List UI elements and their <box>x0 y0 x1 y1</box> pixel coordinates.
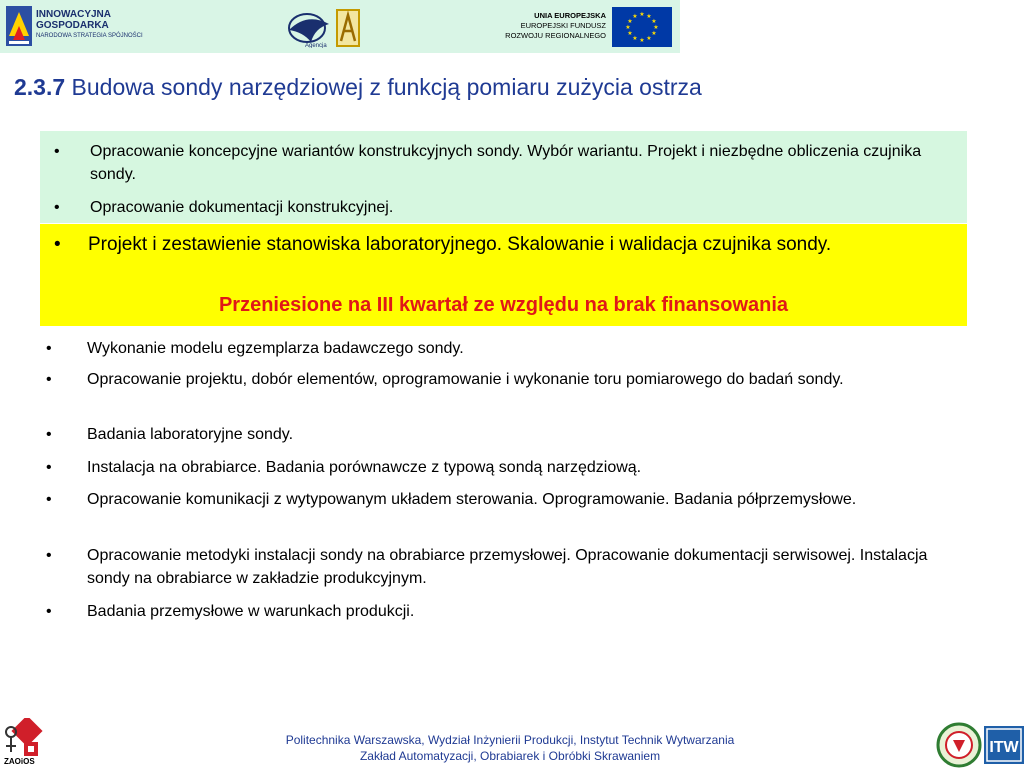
ig-line1: INNOWACYJNA <box>36 9 112 20</box>
innowacyjna-gospodarka-logo <box>6 6 32 46</box>
svg-text:★: ★ <box>639 37 645 44</box>
list-item-text: Wykonanie modelu egzemplarza badawczego sondy. <box>87 340 464 357</box>
list-item-text: Opracowanie komunikacji z wytypowanym układem sterowania. Oprogramowanie. Badania półprzemysłowe. <box>87 491 857 508</box>
footer-text <box>240 732 780 764</box>
zaoios-logo <box>2 718 50 766</box>
list-item-text: Instalacja na obrabiarce. Badania porównawcze z typową sondą narzędziową. <box>87 459 642 476</box>
green-item-1: Opracowanie koncepcyjne wariantów konstrukcyjnych sondy. Wybór wariantu. Projekt i niezbędne obliczenia czujnika sondy. <box>90 143 922 183</box>
header-band <box>0 0 680 53</box>
innowacyjna-gospodarka-text <box>36 9 143 39</box>
svg-text:★: ★ <box>646 35 652 42</box>
bullet: • <box>46 459 52 476</box>
title-number: 2.3.7 <box>14 74 66 100</box>
itw-label: ITW <box>989 739 1019 756</box>
postponed-note: Przeniesione na III kwartał ze względu na brak finansowania <box>218 294 789 316</box>
bullet: • <box>54 143 60 160</box>
yellow-box <box>40 224 967 288</box>
bullet: • <box>46 603 52 620</box>
svg-text:★: ★ <box>627 30 633 37</box>
page-title <box>14 74 702 101</box>
green-item-2: Opracowanie dokumentacji konstrukcyjnej. <box>90 199 394 216</box>
svg-text:★: ★ <box>651 18 657 25</box>
eu-line2: EUROPEJSKI FUNDUSZ <box>520 21 606 30</box>
svg-text:★: ★ <box>627 18 633 25</box>
parp-logo <box>336 9 360 47</box>
svg-text:★: ★ <box>625 24 631 31</box>
bullet: • <box>54 234 61 255</box>
itw-logo <box>984 726 1024 764</box>
green-box <box>40 131 967 223</box>
svg-text:Agencja: Agencja <box>305 43 327 48</box>
eu-line3: ROZWOJU REGIONALNEGO <box>505 31 606 40</box>
ig-line2: GOSPODARKA <box>36 20 109 31</box>
svg-text:★: ★ <box>653 24 659 31</box>
bullet: • <box>46 371 52 388</box>
bullet: • <box>54 199 60 216</box>
svg-text:★: ★ <box>646 13 652 20</box>
bullet: • <box>46 340 52 357</box>
agency-logo <box>285 8 333 48</box>
bullet: • <box>46 426 52 443</box>
footer-line1: Politechnika Warszawska, Wydział Inżynierii Produkcji, Instytut Technik Wytwarzania <box>285 733 735 747</box>
eu-flag-icon <box>612 7 672 47</box>
eu-line1: UNIA EUROPEJSKA <box>534 11 606 20</box>
bullet: • <box>46 547 52 564</box>
svg-text:★: ★ <box>632 35 638 42</box>
list-item-text: Opracowanie projektu, dobór elementów, oprogramowanie i wykonanie toru pomiarowego do badań sondy. <box>87 371 844 388</box>
title-text: Budowa sondy narzędziowej z funkcją pomiaru zużycia ostrza <box>65 74 702 100</box>
university-crest-icon <box>936 722 982 768</box>
list-item-text: Badania przemysłowe w warunkach produkcji. <box>87 603 415 620</box>
zaoios-label: ZAOiOS <box>4 757 35 766</box>
svg-text:★: ★ <box>632 13 638 20</box>
list-item-text: Opracowanie metodyki instalacji sondy na obrabiarce przemysłowej. Opracowanie dokumentacji serwisowej. Instalacja sondy na obrabiarce w zakładzie produkcyjnym. <box>87 547 928 587</box>
bullet: • <box>46 491 52 508</box>
ig-line3: NARODOWA STRATEGIA SPÓJNOŚCI <box>36 33 143 39</box>
svg-text:★: ★ <box>639 11 645 18</box>
svg-text:★: ★ <box>651 30 657 37</box>
footer-line2: Zakład Automatyzacji, Obrabiarek i Obróbki Skrawaniem <box>359 749 661 763</box>
yellow-note-box <box>40 288 967 326</box>
yellow-item: Projekt i zestawienie stanowiska laboratoryjnego. Skalowanie i walidacja czujnika sondy. <box>88 234 832 255</box>
eu-text <box>505 11 606 41</box>
list-item-text: Badania laboratoryjne sondy. <box>87 426 294 443</box>
